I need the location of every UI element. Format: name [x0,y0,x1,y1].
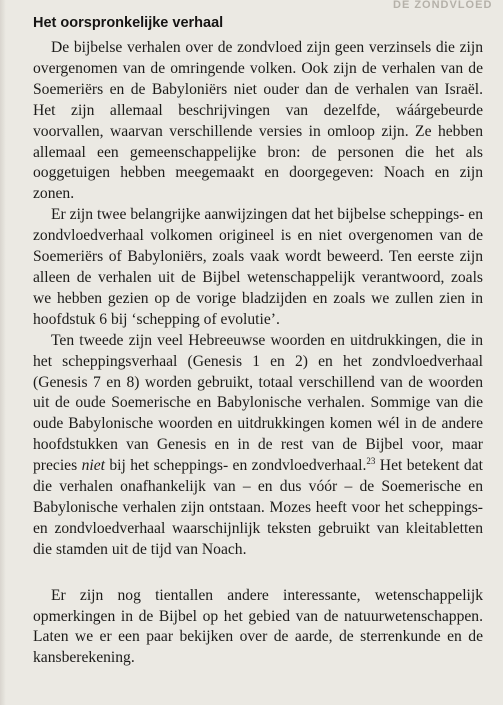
page-gutter-shadow [0,0,6,705]
paragraph-4: Er zijn nog tientallen andere interessante, wetenschappelijk opmerkingen in de Bijbel op het gebied van de natuurwetenschappen. Laten we er een paar bekijken over de aarde, de sterrenkunde en de kansberekening. [33,586,483,667]
paragraph-3-emphasis: niet [81,457,105,475]
paragraph-3-text-c: Het betekent dat die verhalen onafhankelijk van – en dus vóór – de Soemerische en Babylonische verhalen zijn ontstaan. Mozes heeft voor het scheppings- en zondvloedverhaal waarschijnlijk teksten gebruikt van kleitabletten die stamden uit de tijd van Noach. [33,457,483,558]
section-heading: Het oorspronkelijke verhaal [33,15,224,31]
book-page [33,14,483,669]
paragraph-3-text-a: Ten tweede zijn veel Hebreeuwse woorden en uitdrukkingen, die in het scheppingsverhaal (Genesis 1 en 2) en het zondvloedverhaal (Genesis 7 en 8) worden gebruikt, totaal verschillend van de woorden uit de oude Soemerische en Babylonische verhalen. Sommige van die oude Babylonische woorden en uitdrukkingen komen wél in de andere hoofdstukken van Genesis en in de rest van de Bijbel voor, maar precies [33,331,483,475]
paragraph-2: Er zijn twee belangrijke aanwijzingen dat het bijbelse scheppings- en zondvloedverhaal volkomen origineel is en niet overgenomen van de Soemeriërs of Babyloniërs, zoals vaak wordt beweerd. Ten eerste zijn alleen de verhalen uit de Bijbel wetenschappelijk verantwoord, zoals we hebben gezien op de vorige bladzijden en zoals we zullen zien in hoofdstuk 6 bij ‘schepping of evolutie’. [33,206,483,328]
running-head-bleed: DE ZONDVLOED [393,0,493,10]
paragraph-3 [33,331,483,561]
paragraph-1: De bijbelse verhalen over de zondvloed zijn geen verzinsels die zijn overgenomen van de omringende volken. Ook zijn de verhalen van de Soemeriërs en de Babyloniërs niet ouder dan de verhalen van Israël. Het zijn allemaal beschrijvingen van dezelfde, wáárgebeurde voorvallen, waarvan verschillende versies in omloop zijn. Ze hebben allemaal een gemeenschappelijke bron: de personen die het als ooggetuigen hebben meegemaakt en doorgegeven: Noach en zijn zonen. [33,39,483,203]
footnote-marker: 23 [366,455,376,466]
paragraph-3-text-b: bij het scheppings- en zondvloedverhaal. [104,457,367,475]
